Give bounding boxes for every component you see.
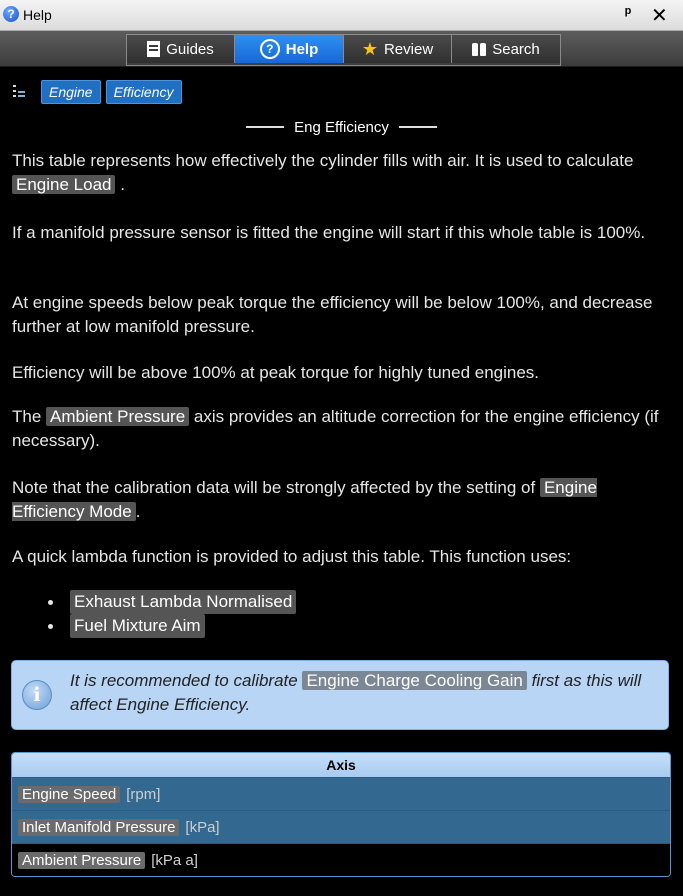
axis-unit: [rpm]	[126, 785, 161, 803]
paragraph-text: .	[135, 502, 141, 521]
table-row[interactable]	[12, 810, 670, 843]
page-heading	[0, 117, 683, 137]
info-note	[11, 660, 669, 730]
list-item	[12, 590, 296, 614]
link-fuel-mixture-aim[interactable]: Fuel Mixture Aim	[70, 614, 205, 638]
help-circle-icon: ?	[260, 39, 280, 59]
note-text	[70, 669, 660, 717]
axis-table	[11, 752, 671, 877]
document-icon	[147, 41, 160, 57]
paragraph	[12, 149, 672, 197]
paragraph: Efficiency will be above 100% at peak torque for highly tuned engines.	[12, 363, 540, 382]
info-icon: i	[22, 680, 52, 710]
paragraph-text: The	[12, 407, 42, 426]
link-engine-charge-cooling-gain[interactable]: Engine Charge Cooling Gain	[302, 671, 526, 690]
paragraph-text: axis provides an altitude correction for the engine efficiency (if necessary).	[12, 407, 659, 450]
heading-rule	[399, 126, 437, 128]
toolbar	[0, 31, 683, 67]
table-row[interactable]	[12, 777, 670, 810]
breadcrumb-item-efficiency[interactable]: Efficiency	[106, 80, 182, 104]
link-ambient-pressure[interactable]: Ambient Pressure	[46, 407, 189, 426]
note-text-part: first as this will affect Engine Efficiency.	[70, 671, 642, 714]
heading-rule	[246, 126, 284, 128]
binoculars-icon	[472, 43, 486, 56]
tab-label: Search	[492, 40, 540, 58]
close-icon[interactable]: ✕	[651, 5, 668, 27]
paragraph	[12, 405, 672, 453]
link-exhaust-lambda-normalised[interactable]: Exhaust Lambda Normalised	[70, 590, 296, 614]
link-engine-load[interactable]: Engine Load	[12, 175, 115, 194]
axis-name[interactable]: Inlet Manifold Pressure	[18, 819, 179, 836]
tab-search[interactable]	[452, 35, 560, 63]
paragraph-text: .	[120, 175, 125, 194]
link-engine-efficiency-mode[interactable]: Engine Efficiency Mode	[12, 478, 597, 521]
tab-label: Guides	[166, 40, 214, 58]
axis-unit: [kPa]	[185, 818, 220, 836]
tree-icon	[12, 85, 28, 99]
star-icon: ★	[361, 38, 378, 59]
paragraph: If a manifold pressure sensor is fitted the engine will start if this whole table is 100%.	[12, 223, 646, 242]
axis-unit: [kPa a]	[151, 851, 198, 869]
tab-review[interactable]	[344, 35, 452, 63]
tab-guides[interactable]	[127, 35, 235, 63]
breadcrumb	[12, 80, 182, 104]
window-title: Help	[23, 7, 52, 23]
breadcrumb-item-engine[interactable]: Engine	[41, 80, 101, 104]
pin-icon[interactable]: ᵖ	[625, 5, 632, 22]
table-row[interactable]	[12, 843, 670, 876]
help-icon: ?	[3, 6, 19, 22]
paragraph	[12, 476, 672, 524]
axis-name[interactable]: Ambient Pressure	[18, 852, 145, 869]
tab-help[interactable]	[235, 35, 344, 63]
tab-label: Review	[383, 40, 434, 58]
tab-strip	[126, 34, 561, 66]
paragraph-text: This table represents how effectively the cylinder fills with air. It is used to calculate	[12, 151, 634, 170]
page-title: Eng Efficiency	[294, 118, 389, 136]
paragraph-text: Note that the calibration data will be strongly affected by the setting of	[12, 478, 536, 497]
tab-label: Help	[285, 40, 319, 58]
axis-name[interactable]: Engine Speed	[18, 786, 120, 803]
paragraph: A quick lambda function is provided to adjust this table. This function uses:	[12, 547, 572, 566]
title-bar	[0, 0, 683, 31]
function-inputs-list	[12, 590, 296, 638]
list-item	[12, 614, 296, 638]
paragraph: At engine speeds below peak torque the efficiency will be below 100%, and decrease further at low manifold pressure.	[12, 293, 653, 336]
note-text-part: It is recommended to calibrate	[70, 671, 298, 690]
axis-table-header: Axis	[12, 753, 670, 777]
